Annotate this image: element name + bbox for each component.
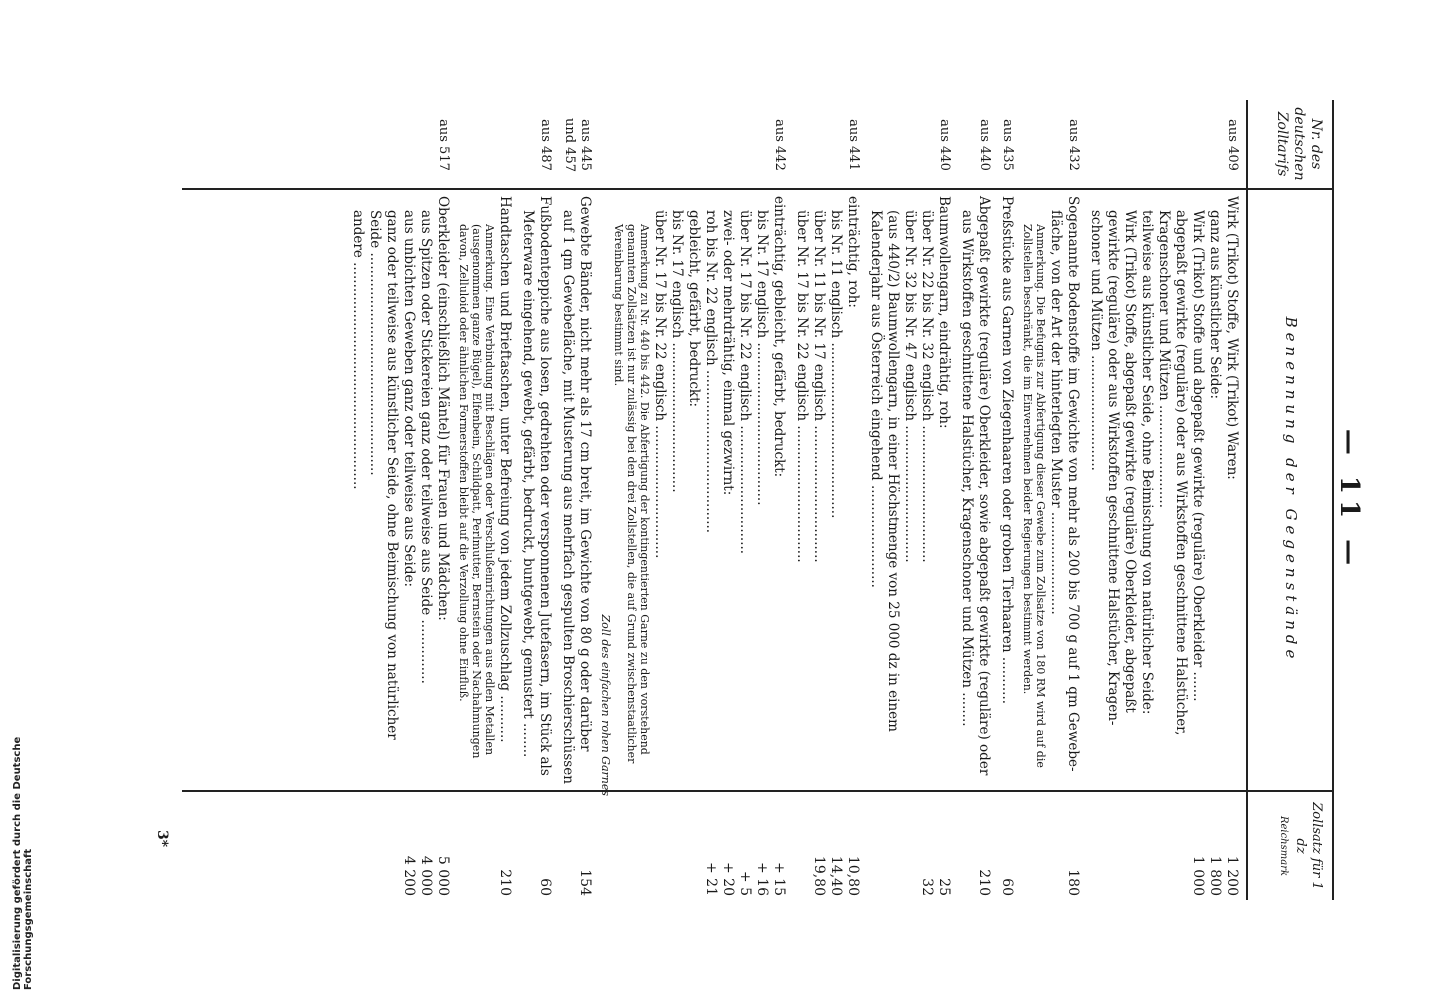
description-line: ganz oder teilweise aus künstlicher Seide, ohne Beimischung von natürlicher [384,210,400,740]
duty-rate-value: 10,80 [845,855,861,896]
duty-rate-value: 14,40 [828,855,844,896]
tariff-table [182,100,1334,900]
duty-rate-cell [702,798,787,896]
description-cell [1021,196,1081,796]
footer-signature-mark: 3* [154,830,170,848]
description-line: über Nr. 17 bis Nr. 22 englisch .............................. [737,210,753,555]
table-row [457,100,513,900]
description-line: Seide .................................................... [367,210,383,476]
table-row [998,100,1015,900]
header-description: Benennung der Gegenstände [1282,316,1300,664]
duty-rate-cell [1064,798,1081,896]
description-line: bis Nr. 11 englisch ......................................... [828,210,844,519]
duty-rate-value: 19,80 [811,855,827,896]
description-line: andere ..................................................... [350,210,366,490]
tariff-number: aus 487 [538,119,553,171]
description-line: Abgepaßt gewirkte (reguläre) Oberkleider, sowie abgepaßt gewirkte (reguläre) oder [976,196,992,776]
description-line: Fußbodenteppiche aus losen, gedrehten oder versponnenen Jutefasern, im Stück als [537,196,553,776]
duty-rate-cell [998,798,1015,896]
description-cell [998,196,1015,796]
description-cell [1087,196,1240,796]
description-line: aus Spitzen oder Stickereien ganz oder teilweise aus Seide ............... [418,210,434,684]
description-line: Wirk (Trikot) Stoffe, abgepaßt gewirkte (reguläre) Oberkleider, abgepaßt [1122,210,1138,713]
description-line: auf 1 qm Gewebefläche, mit Musterung aus mehrfach gespulten Broschierschüssen [560,210,576,784]
description-line: Kalenderjahr aus Österreich eingehend ........................ [868,210,884,588]
duty-rate-value: 60 [537,878,553,896]
table-row [519,100,553,900]
description-line: ganz aus künstlicher Seide: [1207,210,1223,400]
duty-rate-value: 32 [919,878,935,896]
description-line: bis Nr. 17 englisch ...................................... [754,210,770,506]
description-line: gewirkte (reguläre) oder aus Wirkstoffen geschnittene Halstücher, Kragen- [1105,210,1121,726]
table-row [793,100,861,900]
duty-rate-value: 4 200 [401,855,417,896]
description-line: Sogenannte Bodenstoffe im Gewichte von mehr als 200 bis 700 g auf 1 qm Gewebe- [1065,196,1081,772]
duty-rate-value: 60 [999,878,1015,896]
description-line: Kragenschoner und Mützen ........................ [1156,210,1172,508]
annotation-note: Anmerkung. Eine Verbindung mit Beschlägen oder Verschlußeinrichtungen aus edlen Metallen (ausgenommen ganze Bügel), Elfenbein, Schildpatt, Perlmutter, Bernstein oder Nachahmungen davon, Zelluloid oder ähnlichen Formerstoffen bleibt auf die Verzollung ohne Einfluß. [457,224,496,759]
duty-rate-value: + 5 [737,870,753,896]
tariff-number: aus 445 und 457 [562,117,593,172]
description-line: fläche, von der Art der hinterlegten Muster ........................ [1048,210,1064,615]
duty-rate-value: 1 800 [1207,855,1223,896]
description-line: über Nr. 22 bis Nr. 32 englisch ................................ [919,210,935,563]
description-line: Meterware eingehend, gewebt, gefärbt, bedruckt, buntgewebt, gemustert ........ [520,210,536,758]
annotation-note: Anmerkung zu Nr. 440 bis 442. Die Abfertigung der kontingentierten Garne zu den vorstehend genannten Zollsätzen ist nur zulässig bei den drei Zollstellen, die auf Grund zwischenstaatlicher Vereinbarung bestimmt sind. [612,224,651,764]
duty-rate-cell [536,798,553,896]
duty-rate-cell [1189,798,1240,896]
tariff-number: aus 517 [436,119,451,171]
description-line: Wirk (Trikot) Stoffe, Wirk (Trikot) Waren: [1224,196,1240,480]
duty-rate-value: 5 000 [435,855,451,896]
description-cell [793,196,861,796]
duty-rate-cell [400,798,451,896]
bracket-note: Zoll des einfachen rohen Garnes [599,614,612,796]
tariff-number: aus 442 [772,119,787,171]
description-line: Handtaschen und Brieftaschen, unter Befreiung von jedem Zollzuschlag ........... [497,196,513,743]
tariff-number: aus 435 [1000,119,1015,171]
description-line: aus unbichten Geweben ganz oder teilweise aus Seide: [401,210,417,588]
duty-rate-cell [576,798,593,896]
duty-rate-value: 1 200 [1224,855,1240,896]
description-line: Baumwollengarn, eindrähtig, roh: [936,196,952,429]
description-line: teilweise aus künstlicher Seide, ohne Beimischung von natürlicher Seide: [1139,210,1155,715]
description-line: gebleicht, gefärbt, bedruckt: [686,210,702,408]
table-row [867,100,952,900]
description-line: über Nr. 17 bis Nr. 22 englisch ............................... [652,210,668,559]
header-tariff-number: Nr. des deutschen Zolltarifs [1274,107,1324,181]
description-line: bis Nr. 17 englisch ................................... [669,210,685,493]
duty-rate-value: + 21 [703,862,719,896]
description-line: Oberkleider (einschließlich Mäntel) für Frauen und Mädchen: [435,196,451,621]
description-line: zwei- oder mehrdrähtig, einmal gezwirnt: [720,210,736,496]
description-line: (aus 440/2) Baumwollengarn, in einer Höchstmenge von 25 000 dz in einem [885,210,901,732]
description-line: Wirk (Trikot) Stoffe und abgepaßt gewirkte (reguläre) Oberkleider ....... [1190,210,1206,702]
description-line: einträchtig, roh: [845,196,861,308]
tariff-number: aus 440 [977,119,992,171]
description-line: über Nr. 32 bis Nr. 47 englisch ................................ [902,210,918,563]
description-cell [349,196,451,796]
duty-rate-cell [810,798,861,896]
duty-rate-value: + 16 [754,862,770,896]
table-row [1087,100,1240,900]
duty-rate-value: + 20 [720,862,736,896]
duty-rate-value: + 15 [771,862,787,896]
duty-rate-value: 210 [497,869,513,896]
header-duty-rate-unit: Reichsmark [1278,815,1289,877]
table-row [1021,100,1081,900]
header-duty-rate [1275,794,1324,898]
description-cell [867,196,952,796]
description-line: einträchtig, gebleicht, gefärbt, bedruckt: [771,196,787,478]
tariff-number: aus 440 [937,119,952,171]
description-line: schoner und Mützen ........................... [1088,210,1104,471]
duty-rate-value: 1 000 [1190,855,1206,896]
annotation-note: Anmerkung. Die Befugnis zur Abfertigung dieser Gewebe zum Zollsatze von 180 RM wird auf die Zollstellen beschränkt, die im Einvernehmen beider Regierungen bestimmt werden. [1021,224,1047,768]
duty-rate-value: 180 [1065,869,1081,896]
header-duty-rate-label: Zollsatz für 1 dz [1293,802,1324,890]
description-line: roh bis Nr. 22 englisch ...................................... [703,210,719,534]
table-row [599,100,787,900]
table-row [349,100,451,900]
tariff-number: aus 409 [1225,119,1240,171]
table-row [958,100,992,900]
tariff-number: aus 441 [846,119,861,171]
duty-rate-value: 154 [577,869,593,896]
table-body [343,100,1240,900]
description-cell [958,196,992,796]
description-cell [599,196,787,796]
description-cell [457,196,513,796]
table-row [559,100,593,900]
description-line: Preßstücke aus Garnen von Ziegenhaaren oder groben Tierhaaren ........... [999,196,1015,705]
description-cell [519,196,553,796]
duty-rate-value: 25 [936,878,952,896]
description-line: Gewebte Bänder, nicht mehr als 17 cm breit, im Gewichte von 80 g oder darüber [577,196,593,752]
duty-rate-value: 210 [976,869,992,896]
tariff-number: aus 432 [1066,119,1081,171]
duty-rate-cell [975,798,992,896]
description-line: über Nr. 17 bis Nr. 22 englisch ................................ [794,210,810,563]
duty-rate-value: 4 000 [418,855,434,896]
description-line: aus Wirkstoffen geschnittene Halstücher, Kragenschoner und Mützen ........ [959,210,975,727]
page-number: — 11 — [1334,428,1364,572]
header-divider [1246,100,1248,900]
digitization-credit: Digitalisierung gefördert durch die Deutsche Forschungsgemeinschaft [12,736,34,990]
description-line: abgepaßt gewirkte (reguläre) oder aus Wirkstoffen geschnittene Halstücher, [1173,210,1189,736]
description-cell [559,196,593,796]
duty-rate-cell [496,798,513,896]
duty-rate-cell [918,798,952,896]
description-line: über Nr. 11 bis Nr. 17 englisch ................................ [811,210,827,563]
